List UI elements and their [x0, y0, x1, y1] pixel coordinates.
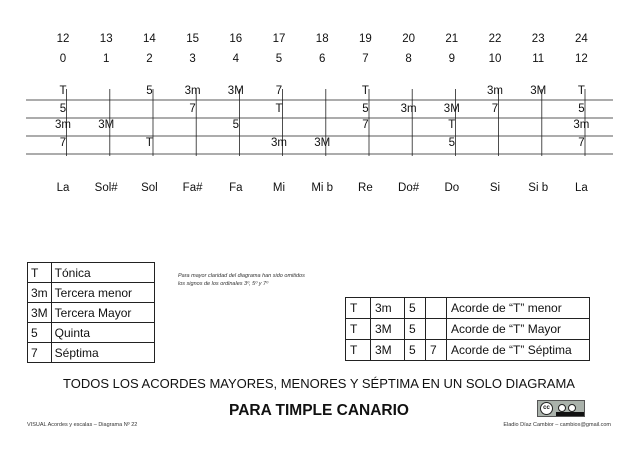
fret-number: 20: [402, 33, 415, 45]
interval-marker: 5: [146, 85, 153, 97]
chord-degree: [426, 319, 447, 340]
fret-number: 14: [143, 33, 156, 45]
chord-degree: [426, 298, 447, 319]
interval-marker: 5: [448, 137, 456, 149]
fret-number: 16: [229, 33, 243, 45]
noncommercial-icon: [568, 404, 576, 412]
legend-meaning: Tónica: [51, 263, 154, 283]
chord-name: Acorde de “T” Séptima: [447, 340, 590, 361]
fret-number: 22: [488, 33, 502, 45]
note-name: La: [575, 182, 588, 194]
interval-marker: 7: [362, 119, 369, 131]
fret-number: 15: [186, 33, 199, 45]
chord-degree: 3m: [371, 298, 405, 319]
chord-name: Acorde de “T” Mayor: [447, 319, 590, 340]
chord-degree: 3M: [371, 340, 405, 361]
interval-marker: 3M: [314, 137, 331, 149]
fret-number: 24: [575, 33, 588, 45]
interval-marker: 3M: [98, 119, 115, 131]
interval-marker: 3m: [487, 85, 503, 97]
legend-row: [28, 303, 155, 323]
interval-marker: T: [59, 85, 67, 97]
omission-note-line: los signos de los ordinales 3º, 5º y 7º: [178, 281, 269, 287]
chord-row: [346, 298, 590, 319]
note-name: Do#: [398, 182, 420, 194]
note-name: La: [56, 182, 70, 194]
chord-name: Acorde de “T” menor: [447, 298, 590, 319]
note-name: Sol#: [94, 182, 118, 194]
fretboard-diagram: [0, 0, 638, 200]
fret-number: 19: [359, 33, 372, 45]
legend-symbol: 5: [28, 323, 52, 343]
semitone-number: 4: [232, 53, 240, 65]
fret-number: 12: [56, 33, 70, 45]
legend-meaning: Séptima: [51, 343, 154, 363]
legend-table: [27, 262, 155, 363]
semitone-number: 0: [59, 53, 67, 65]
note-name: Mi: [272, 182, 286, 194]
note-name: Fa#: [182, 182, 203, 194]
semitone-number: 6: [318, 53, 326, 65]
semitone-number: 8: [405, 53, 412, 65]
note-name: Fa: [229, 182, 243, 194]
semitone-number: 3: [189, 53, 196, 65]
fret-number: 13: [99, 33, 113, 45]
chord-degree: T: [346, 319, 371, 340]
chord-row: [346, 340, 590, 361]
fret-number: 17: [272, 33, 286, 45]
semitone-number: 9: [448, 53, 456, 65]
interval-marker: T: [577, 85, 585, 97]
interval-marker: 3m: [573, 119, 590, 131]
legend-symbol: T: [28, 263, 52, 283]
interval-marker: 3m: [55, 119, 71, 131]
note-name: Si b: [528, 182, 549, 194]
note-name: Sol: [141, 182, 158, 194]
legend-symbol: 7: [28, 343, 52, 363]
interval-marker: 5: [232, 119, 240, 131]
interval-marker: T: [361, 85, 369, 97]
legend-meaning: Tercera Mayor: [51, 303, 154, 323]
interval-marker: T: [275, 103, 283, 115]
chord-degree: 3M: [371, 319, 405, 340]
headline: TODOS LOS ACORDES MAYORES, MENORES Y SÉPTIMA EN UN SOLO DIAGRAMA: [63, 376, 575, 391]
interval-marker: T: [448, 119, 456, 131]
subheadline: PARA TIMPLE CANARIO: [229, 402, 409, 419]
interval-marker: 3M: [227, 85, 244, 97]
legend-row: [28, 263, 155, 283]
chord-degree: 7: [426, 340, 447, 361]
omission-note: [178, 272, 305, 288]
semitone-number: 1: [102, 53, 110, 65]
chord-formula-table: [345, 297, 590, 361]
legend-symbol: 3M: [28, 303, 52, 323]
attribution-icon: [558, 404, 566, 412]
chord-degree: T: [346, 340, 371, 361]
note-name: Si: [489, 182, 501, 194]
legend-meaning: Tercera menor: [51, 283, 154, 303]
semitone-number: 10: [488, 53, 502, 65]
legend-symbol: 3m: [28, 283, 52, 303]
chord-row: [346, 319, 590, 340]
interval-marker: T: [145, 137, 153, 149]
interval-marker: 7: [189, 103, 196, 115]
chord-degree: 5: [405, 298, 426, 319]
semitone-number: 5: [275, 53, 283, 65]
interval-marker: 5: [59, 103, 67, 115]
footer-right: Eladio Díaz Cambior – cambiox@gmail.com: [503, 422, 611, 428]
fret-number: 21: [445, 33, 459, 45]
note-name: Mi b: [311, 182, 334, 194]
interval-marker: 7: [275, 85, 283, 97]
license-band: [556, 412, 584, 416]
note-name: Do: [444, 182, 460, 194]
chord-degree: T: [346, 298, 371, 319]
interval-marker: 7: [578, 137, 585, 149]
legend-row: [28, 323, 155, 343]
legend-row: [28, 343, 155, 363]
fret-number: 23: [531, 33, 545, 45]
interval-marker: 3m: [271, 137, 287, 149]
interval-marker: 3m: [184, 85, 201, 97]
footer-left: VISUAL Acordes y escalas – Diagrama Nº 22: [27, 422, 138, 428]
legend-meaning: Quinta: [51, 323, 154, 343]
chord-degree: 5: [405, 319, 426, 340]
note-name: Re: [358, 182, 373, 194]
interval-marker: 3M: [443, 103, 460, 115]
chord-degree: 5: [405, 340, 426, 361]
interval-marker: 7: [59, 137, 67, 149]
semitone-number: 11: [532, 53, 545, 65]
fret-number: 18: [315, 33, 329, 45]
cc-logo-icon: cc: [540, 402, 553, 415]
interval-marker: 3m: [400, 103, 417, 115]
creative-commons-badge-icon[interactable]: [537, 400, 585, 417]
semitone-number: 12: [575, 53, 588, 65]
legend-row: [28, 283, 155, 303]
semitone-number: 2: [146, 53, 153, 65]
semitone-number: 7: [362, 53, 369, 65]
interval-marker: 5: [362, 103, 369, 115]
interval-marker: 3M: [530, 85, 547, 97]
interval-marker: 7: [491, 103, 499, 115]
omission-note-line: Para mayor claridad del diagrama han sido omitidos: [178, 273, 305, 279]
interval-marker: 5: [578, 103, 585, 115]
